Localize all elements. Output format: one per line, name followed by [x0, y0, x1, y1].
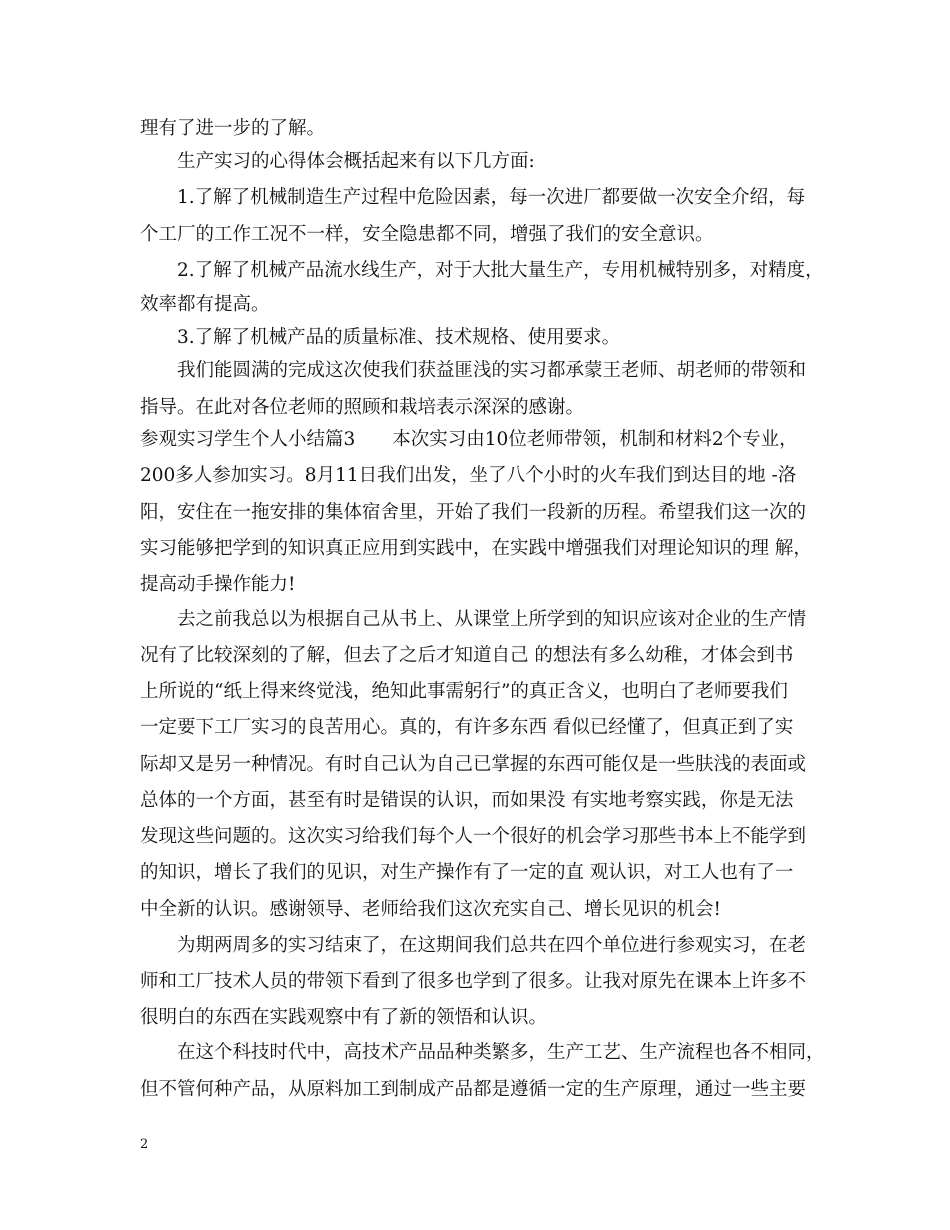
text-line: 在这个科技时代中，高技术产品品种类繁多，生产工艺、生产流程也各不相同， [177, 1042, 825, 1063]
text-line: 发现这些问题的。这次实习给我们每个人一个很好的机会学习那些书本上不能学到 [140, 826, 807, 847]
text-line: 很明白的东西在实践观察中有了新的领悟和认识。 [140, 1007, 548, 1028]
text-line: 阳，安住在一拖安排的集体宿舍里，开始了我们一段新的历程。希望我们这一次的 [140, 502, 807, 523]
text-line: 总体的一个方面，甚至有时是错误的认识，而如果没 有实地考察实践，你是无法 [140, 790, 794, 811]
text-line: 际却又是另一种情况。有时自己认为自己已掌握的东西可能仅是一些肤浅的表面或 [140, 754, 807, 775]
text-line: 提高动手操作能力! [140, 574, 296, 595]
text-line: 3.了解了机械产品的质量标准、技术规格、使用要求。 [177, 327, 621, 348]
text-line: 1.了解了机械制造生产过程中危险因素，每一次进厂都要做一次安全介绍，每 [177, 187, 806, 208]
text-line: 指导。在此对各位老师的照顾和栽培表示深深的感谢。 [140, 397, 585, 418]
text-line: 中全新的认识。感谢领导、老师给我们这次充实自己、增长见识的机会! [140, 899, 721, 920]
page-number: 2 [140, 1137, 149, 1152]
text-line: 理有了进一步的了解。 [140, 118, 326, 139]
text-line: 生产实习的心得体会概括起来有以下几方面: [177, 151, 535, 172]
text-line: 一定要下工厂实习的良苦用心。真的，有许多东西 看似已经懂了，但真正到了实 [140, 717, 794, 738]
text-line: 上所说的“纸上得来终觉浅，绝知此事需躬行”的真正含义，也明白了老师要我们 [140, 681, 788, 702]
text-line: 况有了比较深刻的了解，但去了之后才知道自己 的想法有多么幼稚，才体会到书 [140, 645, 794, 666]
text-line: 效率都有提高。 [140, 294, 270, 315]
text-line: 参观实习学生个人小结篇3 本次实习由10位老师带领，机制和材料2个专业， [140, 429, 798, 450]
text-line: 为期两周多的实习结束了，在这期间我们总共在四个单位进行参观实习，在老 [177, 935, 807, 956]
text-line: 个工厂的工作工况不一样，安全隐患都不同，增强了我们的安全意识。 [140, 224, 714, 245]
text-line: 但不管何种产品，从原料加工到制成产品都是遵循一定的生产原理，通过一些主要 [140, 1079, 807, 1100]
text-line: 200多人参加实习。8月11日我们出发，坐了八个小时的火车我们到达目的地 -洛 [140, 465, 797, 486]
text-line: 去之前我总以为根据自己从书上、从课堂上所学到的知识应该对企业的生产情 [177, 609, 807, 630]
text-line: 我们能圆满的完成这次使我们获益匪浅的实习都承蒙王老师、胡老师的带领和 [177, 360, 807, 381]
text-line: 2.了解了机械产品流水线生产，对于大批大量生产，专用机械特别多，对精度， [177, 260, 824, 281]
text-line: 师和工厂技术人员的带领下看到了很多也学到了很多。让我对原先在课本上许多不 [140, 971, 807, 992]
text-line: 的知识，增长了我们的见识，对生产操作有了一定的直 观认识，对工人也有了一 [140, 862, 794, 883]
text-line: 实习能够把学到的知识真正应用到实践中，在实践中增强我们对理论知识的理 解， [140, 538, 812, 559]
